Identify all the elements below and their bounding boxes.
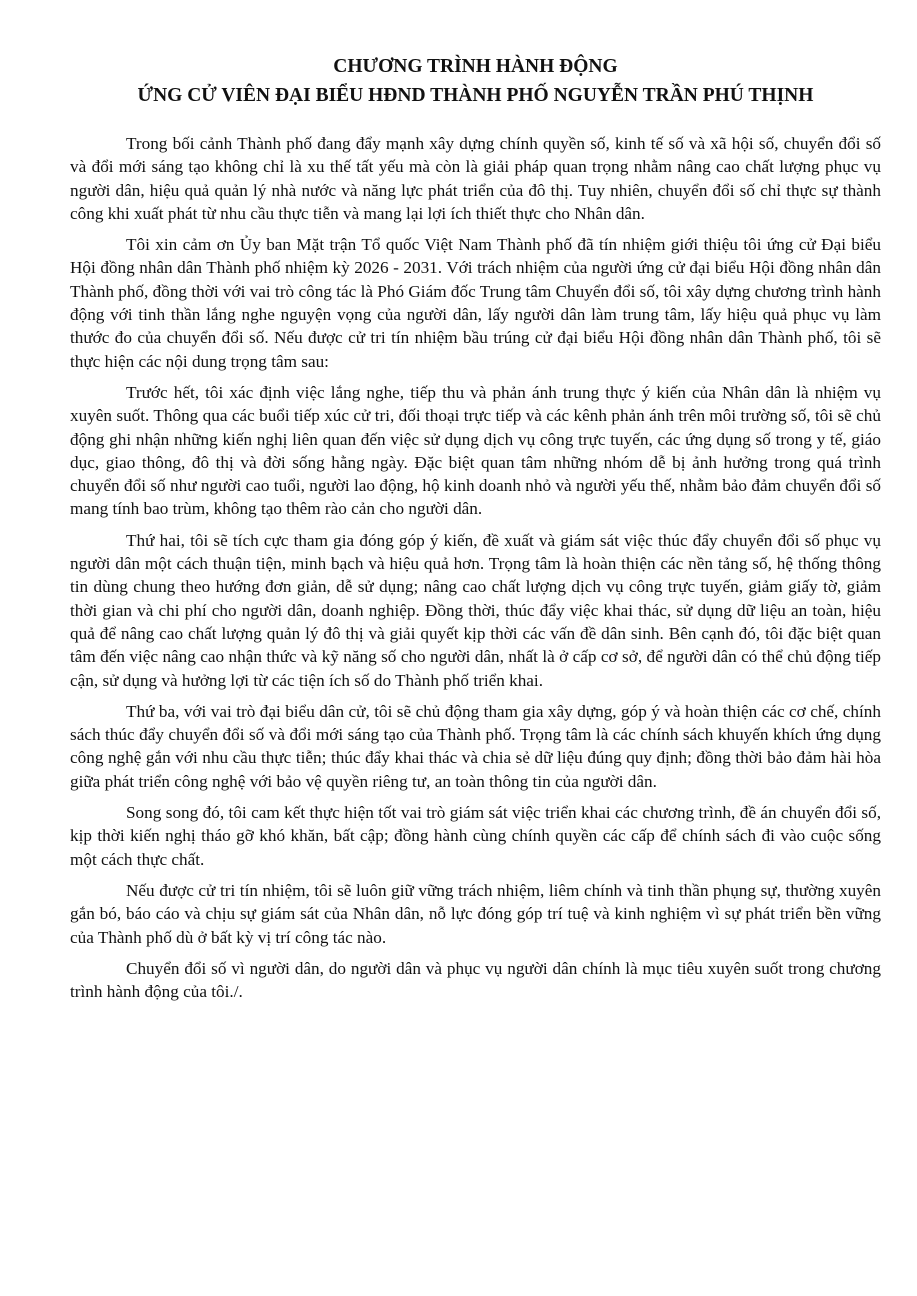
paragraph-commitment: Nếu được cử tri tín nhiệm, tôi sẽ luôn giữ vững trách nhiệm, liêm chính và tinh thần phụng sự, thường xuyên gắn bó, báo cáo và chịu sự giám sát của Nhân dân, nỗ lực đóng góp trí tuệ và kinh nghiệm vì sự phát triển bền vững của Thành phố dù ở bất kỳ vị trí công tác nào. (70, 880, 881, 947)
document-body (70, 132, 881, 1003)
title-line-2: ỨNG CỬ VIÊN ĐẠI BIỂU HĐND THÀNH PHỐ NGUYỄN TRẦN PHÚ THỊNH (137, 85, 814, 106)
document-title (70, 52, 881, 110)
title-line-1: CHƯƠNG TRÌNH HÀNH ĐỘNG (333, 56, 618, 77)
paragraph-third-task: Thứ ba, với vai trò đại biểu dân cử, tôi sẽ chủ động tham gia xây dựng, góp ý và hoàn thiện các cơ chế, chính sách thúc đẩy chuyển đổi số và đổi mới sáng tạo của Thành phố. Trọng tâm là các chính sách khuyến khích ứng dụng công nghệ gắn với nhu cầu thực tiễn; thúc đẩy khai thác và chia sẻ dữ liệu đúng quy định; đồng thời bảo đảm hài hòa giữa phát triển công nghệ với bảo vệ quyền riêng tư, an toàn thông tin của người dân. (70, 701, 881, 791)
paragraph-acknowledgement: Tôi xin cảm ơn Ủy ban Mặt trận Tổ quốc Việt Nam Thành phố đã tín nhiệm giới thiệu tôi ứng cử Đại biểu Hội đồng nhân dân Thành phố nhiệm kỳ 2026 - 2031. Với trách nhiệm của người ứng cử đại biểu Hội đồng nhân dân Thành phố, đồng thời với vai trò công tác là Phó Giám đốc Trung tâm Chuyển đổi số, tôi xây dựng chương trình hành động với tinh thần lắng nghe nguyện vọng của người dân, lấy người dân làm trung tâm, lấy hiệu quả phục vụ làm thước đo của chuyển đổi số. Nếu được cử tri tín nhiệm bầu trúng cử đại biểu Hội đồng nhân dân Thành phố, tôi sẽ thực hiện các nội dung trọng tâm sau: (70, 235, 881, 371)
paragraph-first-task: Trước hết, tôi xác định việc lắng nghe, tiếp thu và phản ánh trung thực ý kiến của Nhân dân là nhiệm vụ xuyên suốt. Thông qua các buổi tiếp xúc cử tri, đối thoại trực tiếp và các kênh phản ánh trên môi trường số, tôi sẽ chủ động ghi nhận những kiến nghị liên quan đến việc sử dụng dịch vụ công trực tuyến, các ứng dụng số trong y tế, giáo dục, giao thông, đô thị và đời sống hằng ngày. Đặc biệt quan tâm những nhóm dễ bị ảnh hưởng trong quá trình chuyển đổi số như người cao tuổi, người lao động, hộ kinh doanh nhỏ và người yếu thế, nhằm bảo đảm chuyển đổi số mang tính bao trùm, không tạo thêm rào cản cho người dân. (70, 382, 881, 519)
paragraph-second-task: Thứ hai, tôi sẽ tích cực tham gia đóng góp ý kiến, đề xuất và giám sát việc thúc đẩy chuyển đổi số phục vụ người dân một cách thuận tiện, minh bạch và hiệu quả hơn. Trọng tâm là hoàn thiện các nền tảng số, hệ thống thông tin dùng chung theo hướng đơn giản, dễ sử dụng; nâng cao chất lượng dịch vụ công trực tuyến, giảm giấy tờ, giảm thời gian và chi phí cho người dân, doanh nghiệp. Đồng thời, thúc đẩy việc khai thác, sử dụng dữ liệu an toàn, hiệu quả để nâng cao chất lượng quản lý đô thị và giải quyết kịp thời các vấn đề dân sinh. Bên cạnh đó, tôi đặc biệt quan tâm đến việc nâng cao nhận thức và kỹ năng số cho người dân, nhất là ở cấp cơ sở, để người dân có thể chủ động tiếp cận, sử dụng và hưởng lợi từ các tiện ích số do Thành phố triển khai. (70, 530, 881, 690)
paragraph-supervision: Song song đó, tôi cam kết thực hiện tốt vai trò giám sát việc triển khai các chương trình, đề án chuyển đổi số, kịp thời kiến nghị tháo gỡ khó khăn, bất cập; đồng hành cùng chính quyền các cấp để chính sách đi vào cuộc sống một cách thực chất. (70, 803, 881, 869)
paragraph-context: Trong bối cảnh Thành phố đang đẩy mạnh xây dựng chính quyền số, kinh tế số và xã hội số, chuyển đổi số và đổi mới sáng tạo không chỉ là xu thế tất yếu mà còn là giải pháp quan trọng nhằm nâng cao chất lượng phục vụ người dân, hiệu quả quản lý nhà nước và năng lực phát triển của đô thị. Tuy nhiên, chuyển đổi số chỉ thực sự thành công khi xuất phát từ nhu cầu thực tiễn và mang lại lợi ích thiết thực cho Nhân dân. (70, 134, 881, 223)
paragraph-closing: Chuyển đổi số vì người dân, do người dân và phục vụ người dân chính là mục tiêu xuyên suốt trong chương trình hành động của tôi./. (70, 958, 881, 1002)
